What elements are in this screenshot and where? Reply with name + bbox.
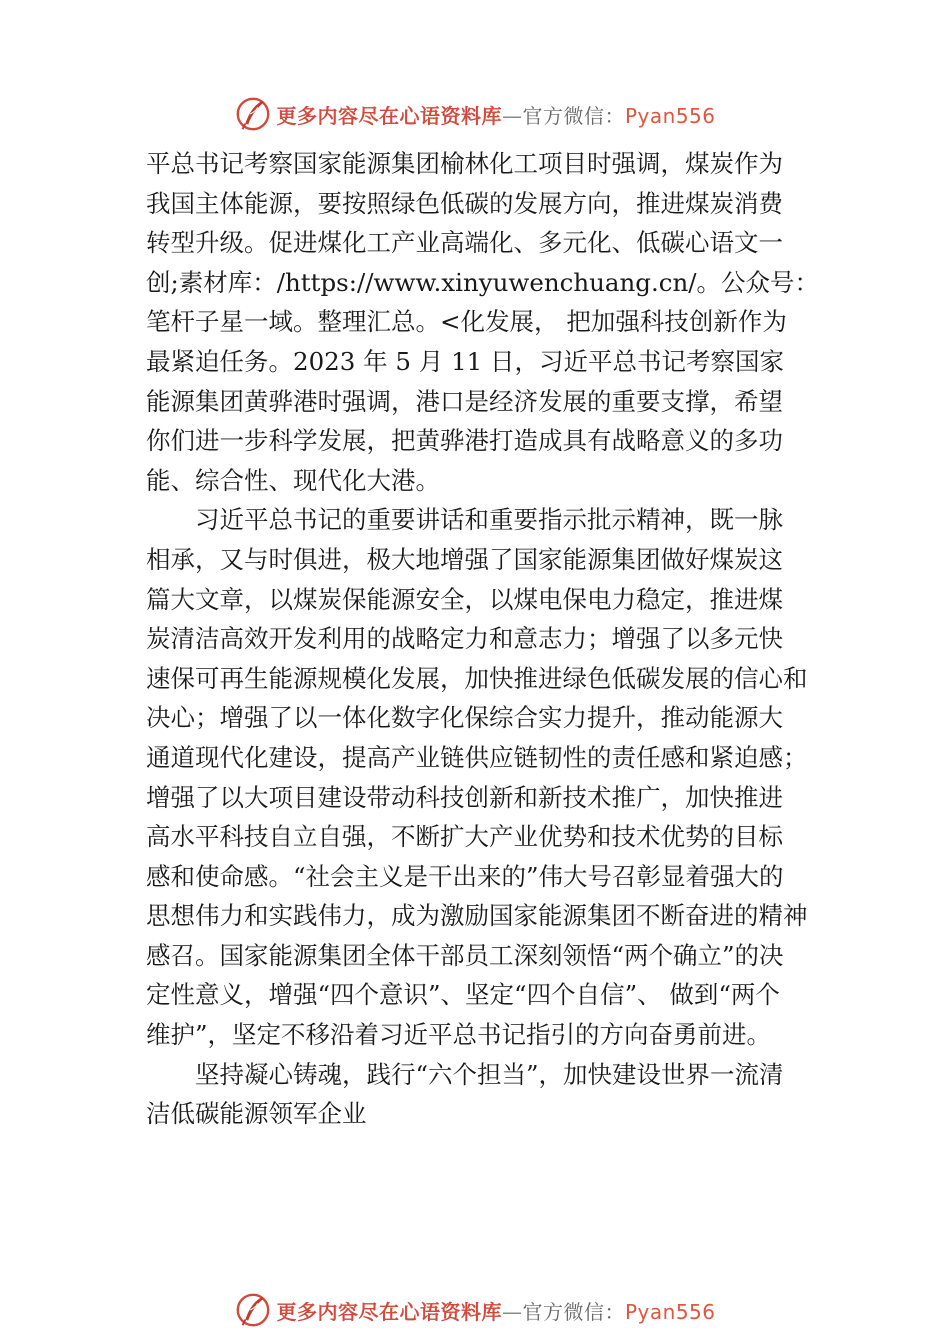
header-separator: — <box>501 103 523 128</box>
text-line: 高水平科技自立自强，不断扩大产业优势和技术优势的目标 <box>146 822 783 852</box>
text-line: 决心；增强了以一体化数字化保综合实力提升，推动能源大 <box>146 703 783 733</box>
text-line: 习近平总书记的重要讲话和重要指示批示精神，既一脉 <box>195 505 783 535</box>
text-line: 篇大文章，以煤炭保能源安全，以煤电保电力稳定，推进煤 <box>146 584 783 614</box>
text-line: 炭清洁高效开发利用的战略定力和意志力；增强了以多元快 <box>146 624 783 654</box>
text-line: 坚持凝心铸魂，践行“六个担当”，加快建设世界一流清 <box>195 1059 784 1089</box>
quill-logo-icon <box>234 95 272 133</box>
header-banner <box>0 92 950 136</box>
text-line: 通道现代化建设，提高产业链供应链韧性的责任感和紧迫感； <box>146 742 808 772</box>
text-line: 定性意义，增强“四个意识”、坚定“四个自信”、 做到“两个 <box>146 980 780 1010</box>
text-line: 速保可再生能源规模化发展，加快推进绿色低碳发展的信心和 <box>146 663 808 693</box>
paragraph <box>146 500 836 1054</box>
footer-separator: — <box>501 1299 523 1324</box>
header-wechat-id: Pyan556 <box>624 103 716 128</box>
footer-wechat-id: Pyan556 <box>624 1299 716 1324</box>
text-line: 平总书记考察国家能源集团榆林化工项目时强调，煤炭作为 <box>146 149 783 178</box>
paragraph <box>146 144 836 500</box>
text-line: 能源集团黄骅港时强调，港口是经济发展的重要支撑，希望 <box>146 386 783 416</box>
text-line: 维护”，坚定不移沿着习近平总书记指引的方向奋勇前进。 <box>146 1020 772 1050</box>
text-line: 创;素材库：/https://www.xinyuwenchuang.cn/。公众号： <box>146 267 819 297</box>
document-body <box>146 144 836 1134</box>
text-line: 笔杆子星一域。整理汇总。<化发展， 把加强科技创新作为 <box>146 307 787 337</box>
text-line: 最紧迫任务。2023 年 5 月 11 日，习近平总书记考察国家 <box>146 346 785 376</box>
paragraph <box>146 1055 836 1134</box>
text-line: 感和使命感。“社会主义是干出来的”伟大号召彰显着强大的 <box>146 861 784 891</box>
text-line: 相承，又与时俱进，极大地增强了国家能源集团做好煤炭这 <box>146 544 783 574</box>
text-line: 增强了以大项目建设带动科技创新和新技术推广，加快推进 <box>146 782 783 812</box>
header-official-label: 官方微信： <box>522 103 625 128</box>
text-line: 感召。国家能源集团全体干部员工深刻领悟“两个确立”的决 <box>146 940 784 970</box>
text-line: 能、综合性、现代化大港。 <box>146 465 440 495</box>
footer-brand-text: 更多内容尽在心语资料库 <box>276 1299 502 1324</box>
footer-banner <box>0 1288 950 1332</box>
text-line: 我国主体能源，要按照绿色低碳的发展方向，推进煤炭消费 <box>146 188 783 218</box>
footer-banner-text <box>276 1296 715 1325</box>
header-banner-text <box>276 100 715 129</box>
quill-logo-icon <box>234 1291 272 1329</box>
text-line: 洁低碳能源领军企业 <box>146 1099 367 1129</box>
footer-official-label: 官方微信： <box>522 1299 625 1324</box>
text-line: 思想伟力和实践伟力，成为激励国家能源集团不断奋进的精神 <box>146 901 808 931</box>
text-line: 你们进一步科学发展，把黄骅港打造成具有战略意义的多功 <box>146 426 783 456</box>
header-brand-text: 更多内容尽在心语资料库 <box>276 103 502 128</box>
text-line: 转型升级。促进煤化工产业高端化、多元化、低碳心语文一 <box>146 228 783 258</box>
